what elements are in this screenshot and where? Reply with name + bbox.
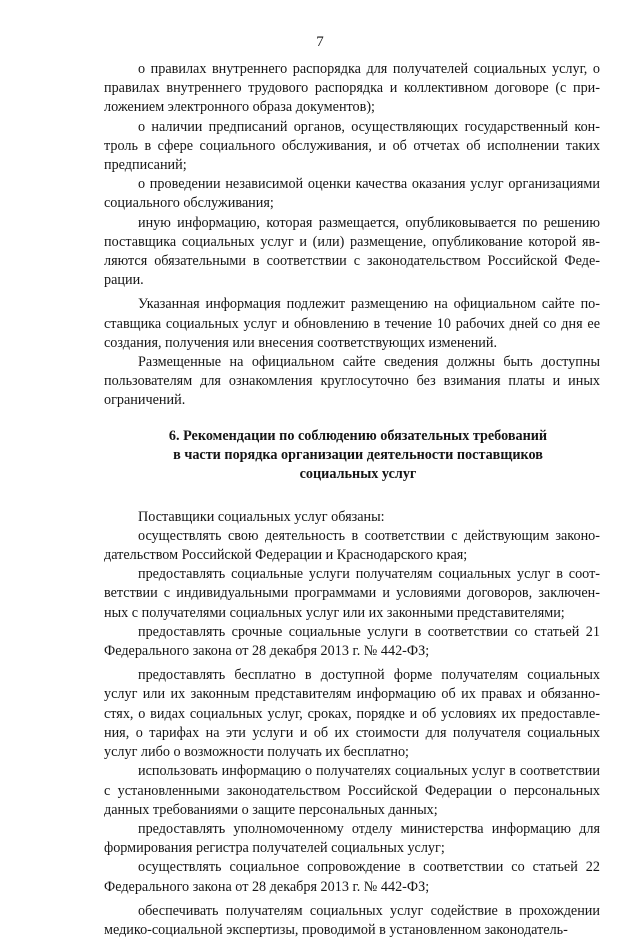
section-heading-line-2: в части порядка организации деятельности поставщиков <box>173 446 543 463</box>
paragraph-obligation-social-support: осуществлять социальное сопровождение в соответствии со статьей 22 Федерального закона от 28 декабря 2013 г. № 442-ФЗ; <box>104 859 600 895</box>
paragraph-obligation-legislation: осуществлять свою деятельность в соответствии с действующим законодательством Российской Федерации и Краснодарского края; <box>104 527 600 564</box>
paragraph-obligation-inform: предоставлять бесплатно в доступной форме получателям социальных услуг или их законным представителям информацию об их правах и обязанностях, о видах социальных услуг, сроках, порядке и об условиях их предоставления, о тарифах на эти услуги и об их стоимости для получателя социальных услуг либо о возможности получать их бесплатно; <box>104 667 600 761</box>
paragraph-free-access: Размещенные на официальном сайте сведения должны быть доступны пользователям для ознакомления круглосуточно без взимания платы и иных ограничений. <box>104 354 600 409</box>
paragraph-obligation-programs: предоставлять социальные услуги получателям социальных услуг в соответствии с индивидуальными программами и условиями договоров, заключенных с получателями социальных услуг или их законными представителями; <box>104 566 600 621</box>
paragraph-internal-rules: о правилах внутреннего распорядка для получателей социальных услуг, о правилах внутреннего трудового распорядка и коллективном договоре (с приложением электронного образа документов); <box>104 61 600 116</box>
paragraph-providers-obliged: Поставщики социальных услуг обязаны: <box>138 508 385 525</box>
section-heading-line-3: социальных услуг <box>299 465 417 482</box>
paragraph-publication-deadline: Указанная информация подлежит размещению на официальном сайте поставщика социальных услуг и обновлению в течение 10 рабочих дней со дня ее создания, получения или внесения соответствующих изменений. <box>104 296 600 351</box>
paragraph-obligation-urgent-services: предоставлять срочные социальные услуги в соответствии со статьей 21 Федерального закона от 28 декабря 2013 г. № 442-ФЗ; <box>104 623 600 660</box>
document-body <box>104 60 600 940</box>
section-heading <box>104 427 600 484</box>
paragraph-obligation-personal-data: использовать информацию о получателях социальных услуг в соответствии с установленными законодательством Российской Федерации о персональных данных требованиями о защите персональных данных; <box>104 763 600 818</box>
paragraph-obligation-register: предоставлять уполномоченному отделу министерства информацию для формирования регистра получателей социальных услуг; <box>104 820 600 857</box>
page-number: 7 <box>316 34 324 50</box>
paragraph-obligation-medical-examination: обеспечивать получателям социальных услуг содействие в прохождении медико-социальной экспертизы, проводимой в установленном законодатель- <box>104 902 600 938</box>
paragraph-independent-evaluation: о проведении независимой оценки качества оказания услуг организациями социального обслуживания; <box>104 176 600 212</box>
section-heading-line-1: 6. Рекомендации по соблюдению обязательных требований <box>168 427 548 444</box>
paragraph-other-information: иную информацию, которая размещается, опубликовывается по решению поставщика социальных услуг и (или) размещение, опубликование которой являются обязательными в соответствии с законодательством Российской Федерации. <box>104 214 600 289</box>
paragraph-supervision-orders: о наличии предписаний органов, осуществляющих государственный контроль в сфере социального обслуживания, и об отчетах об исполнении таких предписаний; <box>104 118 600 174</box>
